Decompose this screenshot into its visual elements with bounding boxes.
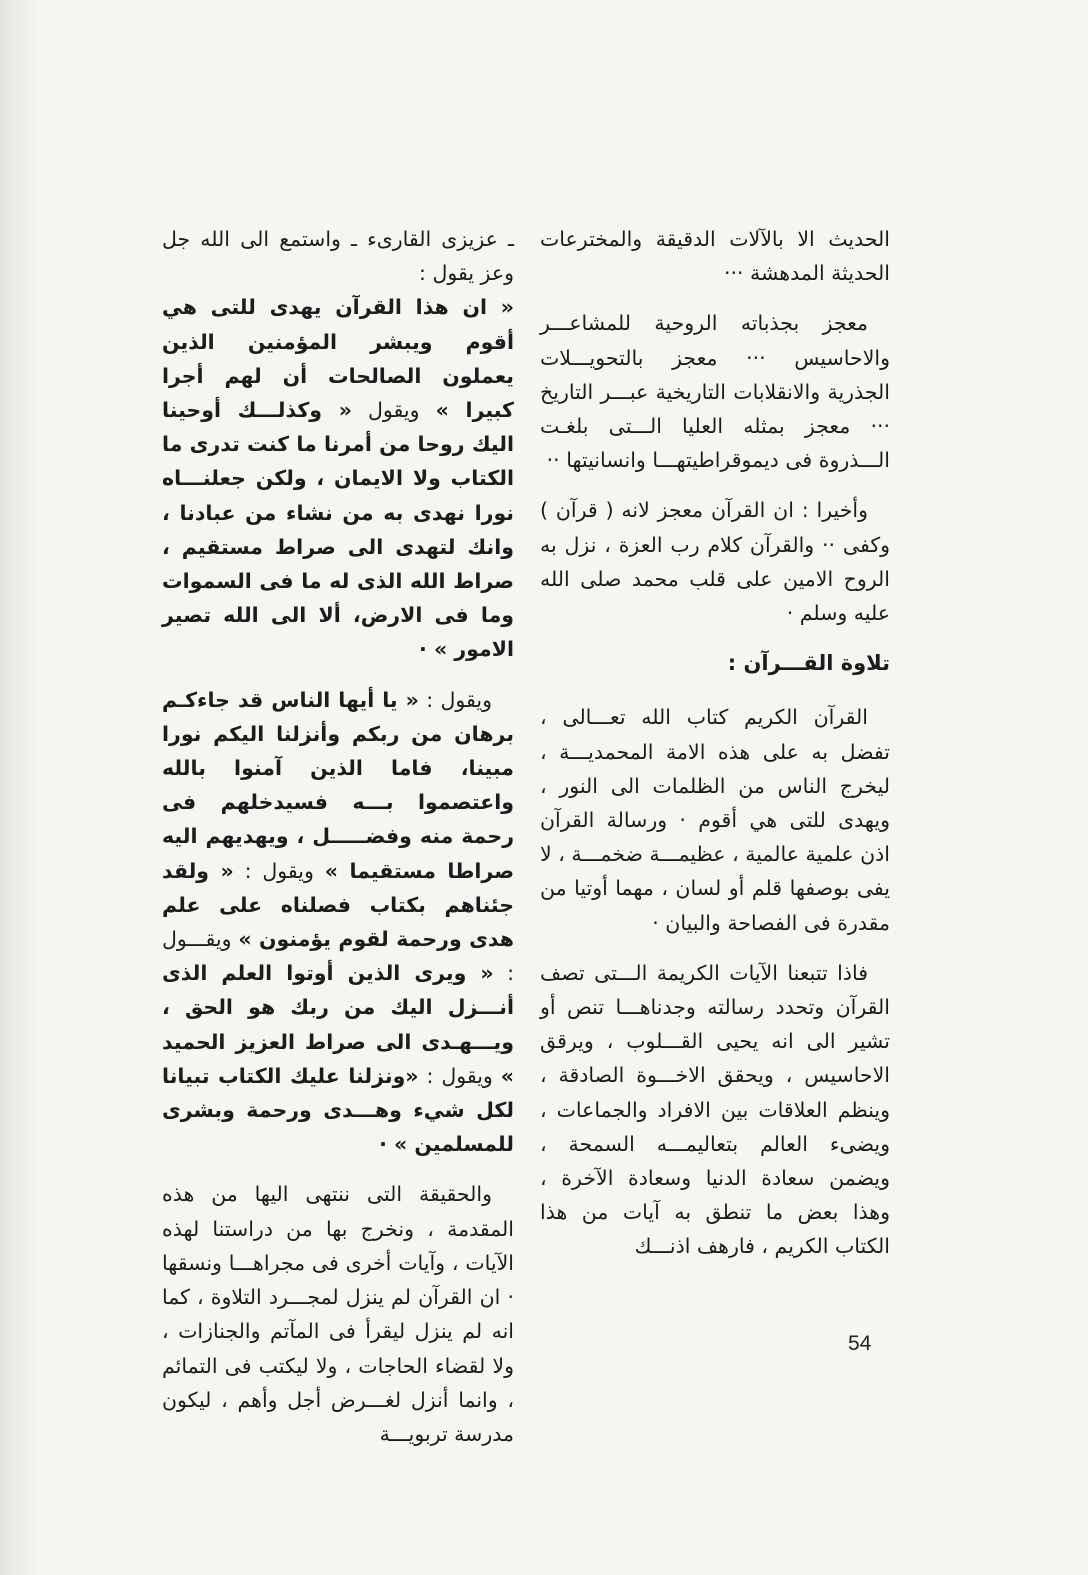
right-paragraph-2: معجز بجذباته الروحية للمشاعـــر والاحاسيس ··· معجز بالتحويـــلات الجذرية والانقلابات التاريخية عبـــر التاريخ ··· معجز بمثله العليا الـــتى بلغـت الـــذروة فى ديموقراطيتهـــا وانسانيتها ·· xyxy=(540,311,890,473)
right-column xyxy=(540,222,890,1280)
quote-block-2 xyxy=(162,683,514,1162)
right-paragraph-5: فاذا تتبعنا الآيات الكريمة الـــتى تصف القرآن وتحدد رسالته وجدناهـــا تنص أو تشير الى انه يحيى القـــلوب ، ويرقق الاحاسيس ، ويحقق الاخـــوة الصادقة ، وينظم العلاقات بين الافراد والجماعات ، ويضىء العالم بتعاليمـــه السمحة ، ويضمن سعادة الدنيا وسعادة الآخرة ، وهذا بعض ما تنطق به آيات من هذا الكتاب الكريم ، فارهف اذنـــك xyxy=(540,960,890,1259)
left-paragraph-intro: ـ عزيزى القارىء ـ واستمع الى الله جل وعز يقول : xyxy=(162,227,514,286)
quran-quote: «ونزلنا عليك الكتاب تبيانا لكل شيء وهـــدى ورحمة وبشرى للمسلمين » · xyxy=(162,1063,514,1157)
left-column xyxy=(162,222,514,1467)
quote-connector: ويقول xyxy=(351,398,436,423)
quote-connector: ويقول : xyxy=(233,858,325,883)
right-paragraph-1: الحديث الا بالآلات الدقيقة والمخترعات الحديثة المدهشة ··· xyxy=(540,227,890,286)
binding-shadow xyxy=(0,0,40,1575)
quran-quote: « ولقد جئناهم بكتاب فصلناه على علم هدى ورحمة لقوم يؤمنون » xyxy=(162,858,514,952)
page-number: 54 xyxy=(848,1332,872,1355)
quote-connector: ويقـــول : xyxy=(162,927,514,986)
quote-connector: ويقول : xyxy=(418,1063,501,1088)
quote-block-1 xyxy=(162,290,514,666)
right-paragraph-4: القرآن الكريم كتاب الله تعـــالى ، تفضل به على هذه الامة المحمديـــة ، ليخرج الناس من الظلمات الى النور ، ويهدى للتى هي أقوم · ورسالة القرآن اذن علمية عالمية ، عظيمـــة ضخمـــة ، لا يفى بوصفها قلم أو لسان ، مهما أوتيا من مقدرة فى الفصاحة والبيان · xyxy=(540,705,890,935)
right-paragraph-3: وأخيرا : ان القرآن معجز لانه ( قرآن ) وكفى ·· والقرآن كلام رب العزة ، نزل به الروح الامين على قلب محمد صلى الله عليه وسلم · xyxy=(540,498,890,626)
quran-quote: « ان هذا القرآن يهدى للتى هي أقوم ويبشر المؤمنين الذين يعملون الصالحات أن لهم أجرا كبيرا » xyxy=(162,295,514,423)
quran-quote: « وكذلـــك أوحينا اليك روحا من أمرنا ما كنت تدرى ما الكتاب ولا الايمان ، ولكن جعلنـــاه نورا نهدى به من نشاء من عبادنا ، وانك لتهدى الى صراط مستقيم ، صراط الله الذى له ما فى السموات وما فى الارض، ألا الى الله تصير الامور » · xyxy=(162,398,514,662)
quote-connector: ويقول : xyxy=(418,687,492,712)
left-paragraph-final: والحقيقة التى ننتهى اليها من هذه المقدمة ، ونخرج بها من دراستنا لهذه الآيات ، وآيات أخرى فى مجراهـــا ونسقها · ان القرآن لم ينزل لمجـــرد التلاوة ، كما انه لم ينزل ليقرأ فى المآتم والجنازات ، ولا لقضاء الحاجات ، ولا ليكتب فى التمائم ، وانما أنزل لغـــرض أجل وأهم ، ليكون مدرسة تربويـــة xyxy=(162,1182,514,1446)
quran-quote: « ويرى الذين أوتوا العلم الذى أنـــزل اليك من ربك هو الحق ، ويـــهـدى الى صراط العزيز الحميد » xyxy=(162,961,515,1088)
section-heading: تلاوة القـــرآن : xyxy=(727,651,890,676)
quran-quote: « يا أيها الناس قد جاءكـم برهان من ربكم وأنزلنا اليكم نورا مبينا، فاما الذين آمنوا بالله واعتصموا بـــه فسيدخلهم فى رحمة منه وفضـــــل ، ويهديهم اليه صراطا مستقيما » xyxy=(162,687,514,883)
